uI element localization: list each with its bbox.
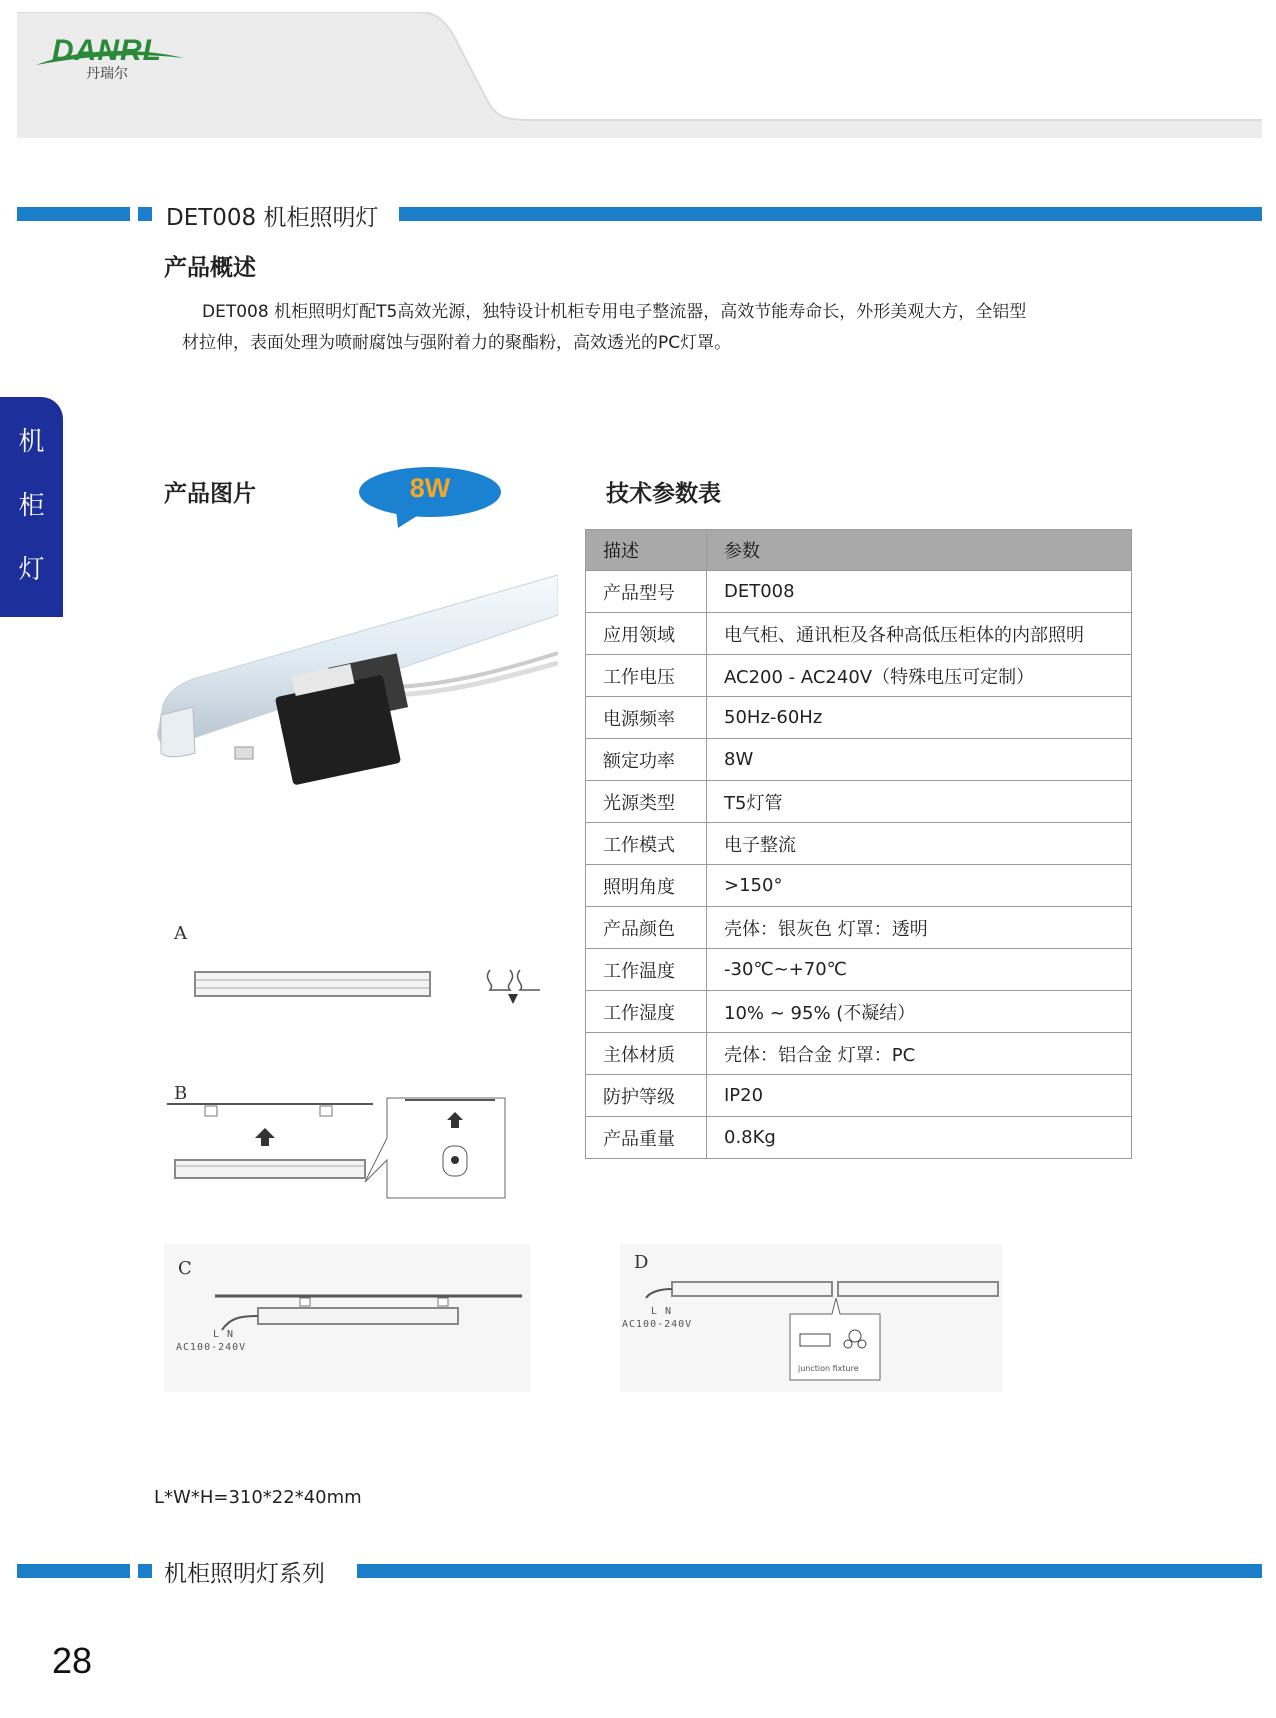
row-value: -30℃~+70℃ (707, 949, 1132, 991)
row-key: 光源类型 (586, 781, 707, 823)
row-value: 电子整流 (707, 823, 1132, 865)
row-key: 电源频率 (586, 697, 707, 739)
diagram-b (165, 1090, 515, 1200)
diagram-d-voltage: AC100-240V (622, 1319, 693, 1330)
table-header-row (586, 530, 1132, 571)
row-key: 照明角度 (586, 865, 707, 907)
row-value: 8W (707, 739, 1132, 781)
row-value: 10% ~ 95% (不凝结） (707, 991, 1132, 1033)
table-row (586, 1075, 1132, 1117)
diagram-c-ln: L N (213, 1329, 235, 1340)
side-tab (0, 397, 63, 617)
table-row (586, 991, 1132, 1033)
diagram-c-label: C (178, 1258, 192, 1279)
row-value: DET008 (707, 571, 1132, 613)
page-number: 28 (52, 1640, 93, 1681)
row-value: 壳体：银灰色 灯罩：透明 (707, 907, 1132, 949)
diagram-b-label: B (174, 1083, 188, 1104)
overview-line-1: DET008 机柜照明灯配T5高效光源，独特设计机柜专用电子整流器，高效节能寿命长，外形美观大方，全铝型 (202, 302, 1027, 322)
title-bar-right (399, 207, 1262, 221)
diagram-d-ln: L N (651, 1306, 673, 1317)
row-key: 工作温度 (586, 949, 707, 991)
row-value: 电气柜、通讯柜及各种高低压柜体的内部照明 (707, 613, 1132, 655)
table-row (586, 949, 1132, 991)
row-key: 产品重量 (586, 1117, 707, 1159)
row-key: 额定功率 (586, 739, 707, 781)
power-badge: 8W (409, 473, 451, 503)
product-photo (153, 575, 558, 805)
row-value: T5灯管 (707, 781, 1132, 823)
junction-fixture-label: junction fixture (798, 1364, 859, 1373)
row-key: 工作湿度 (586, 991, 707, 1033)
row-value: 50Hz-60Hz (707, 697, 1132, 739)
table-row (586, 613, 1132, 655)
diagram-c-voltage: AC100-240V (176, 1342, 247, 1353)
row-key: 应用领域 (586, 613, 707, 655)
footer-title: 机柜照明灯系列 (164, 1561, 325, 1587)
row-key: 防护等级 (586, 1075, 707, 1117)
overview-line-2: 材拉伸，表面处理为喷耐腐蚀与强附着力的聚酯粉，高效透光的PC灯罩。 (182, 333, 732, 353)
row-value: 0.8Kg (707, 1117, 1132, 1159)
side-tab-char: 机 (18, 427, 45, 457)
row-key: 工作电压 (586, 655, 707, 697)
spec-table (585, 529, 1132, 1159)
diagram-a (190, 960, 550, 1020)
diagram-d-label: D (634, 1252, 649, 1273)
table-row (586, 865, 1132, 907)
table-row (586, 781, 1132, 823)
title-bar-square (138, 207, 152, 221)
table-header-desc: 描述 (586, 530, 707, 571)
row-key: 工作模式 (586, 823, 707, 865)
table-row (586, 697, 1132, 739)
footer-bar-left (17, 1564, 130, 1578)
row-key: 产品颜色 (586, 907, 707, 949)
row-value: 壳体：铝合金 灯罩：PC (707, 1033, 1132, 1075)
header-band (17, 12, 1262, 138)
row-key: 主体材质 (586, 1033, 707, 1075)
footer-bar-square (138, 1564, 152, 1578)
title-bar-left (17, 207, 130, 221)
side-tab-char: 灯 (18, 555, 45, 585)
table-header-param: 参数 (707, 530, 1132, 571)
table-row (586, 571, 1132, 613)
images-heading: 产品图片 (164, 481, 256, 507)
brand-cn-name: 丹瑞尔 (86, 66, 128, 82)
table-row (586, 655, 1132, 697)
diagram-a-label: A (174, 923, 187, 944)
overview-text (182, 297, 1142, 359)
table-row (586, 739, 1132, 781)
overview-heading: 产品概述 (164, 255, 256, 281)
spec-heading: 技术参数表 (606, 481, 721, 507)
row-value: IP20 (707, 1075, 1132, 1117)
side-tab-char: 柜 (18, 491, 45, 521)
table-row (586, 823, 1132, 865)
page-title: DET008 机柜照明灯 (166, 205, 379, 231)
table-row (586, 907, 1132, 949)
row-value: AC200 - AC240V（特殊电压可定制） (707, 655, 1132, 697)
dimensions-text: L*W*H=310*22*40mm (154, 1487, 362, 1508)
brand-logo: DANRL (52, 34, 162, 67)
table-row (586, 1117, 1132, 1159)
row-value: >150° (707, 865, 1132, 907)
footer-bar-right (357, 1564, 1262, 1578)
row-key: 产品型号 (586, 571, 707, 613)
table-row (586, 1033, 1132, 1075)
diagram-c (200, 1286, 530, 1346)
